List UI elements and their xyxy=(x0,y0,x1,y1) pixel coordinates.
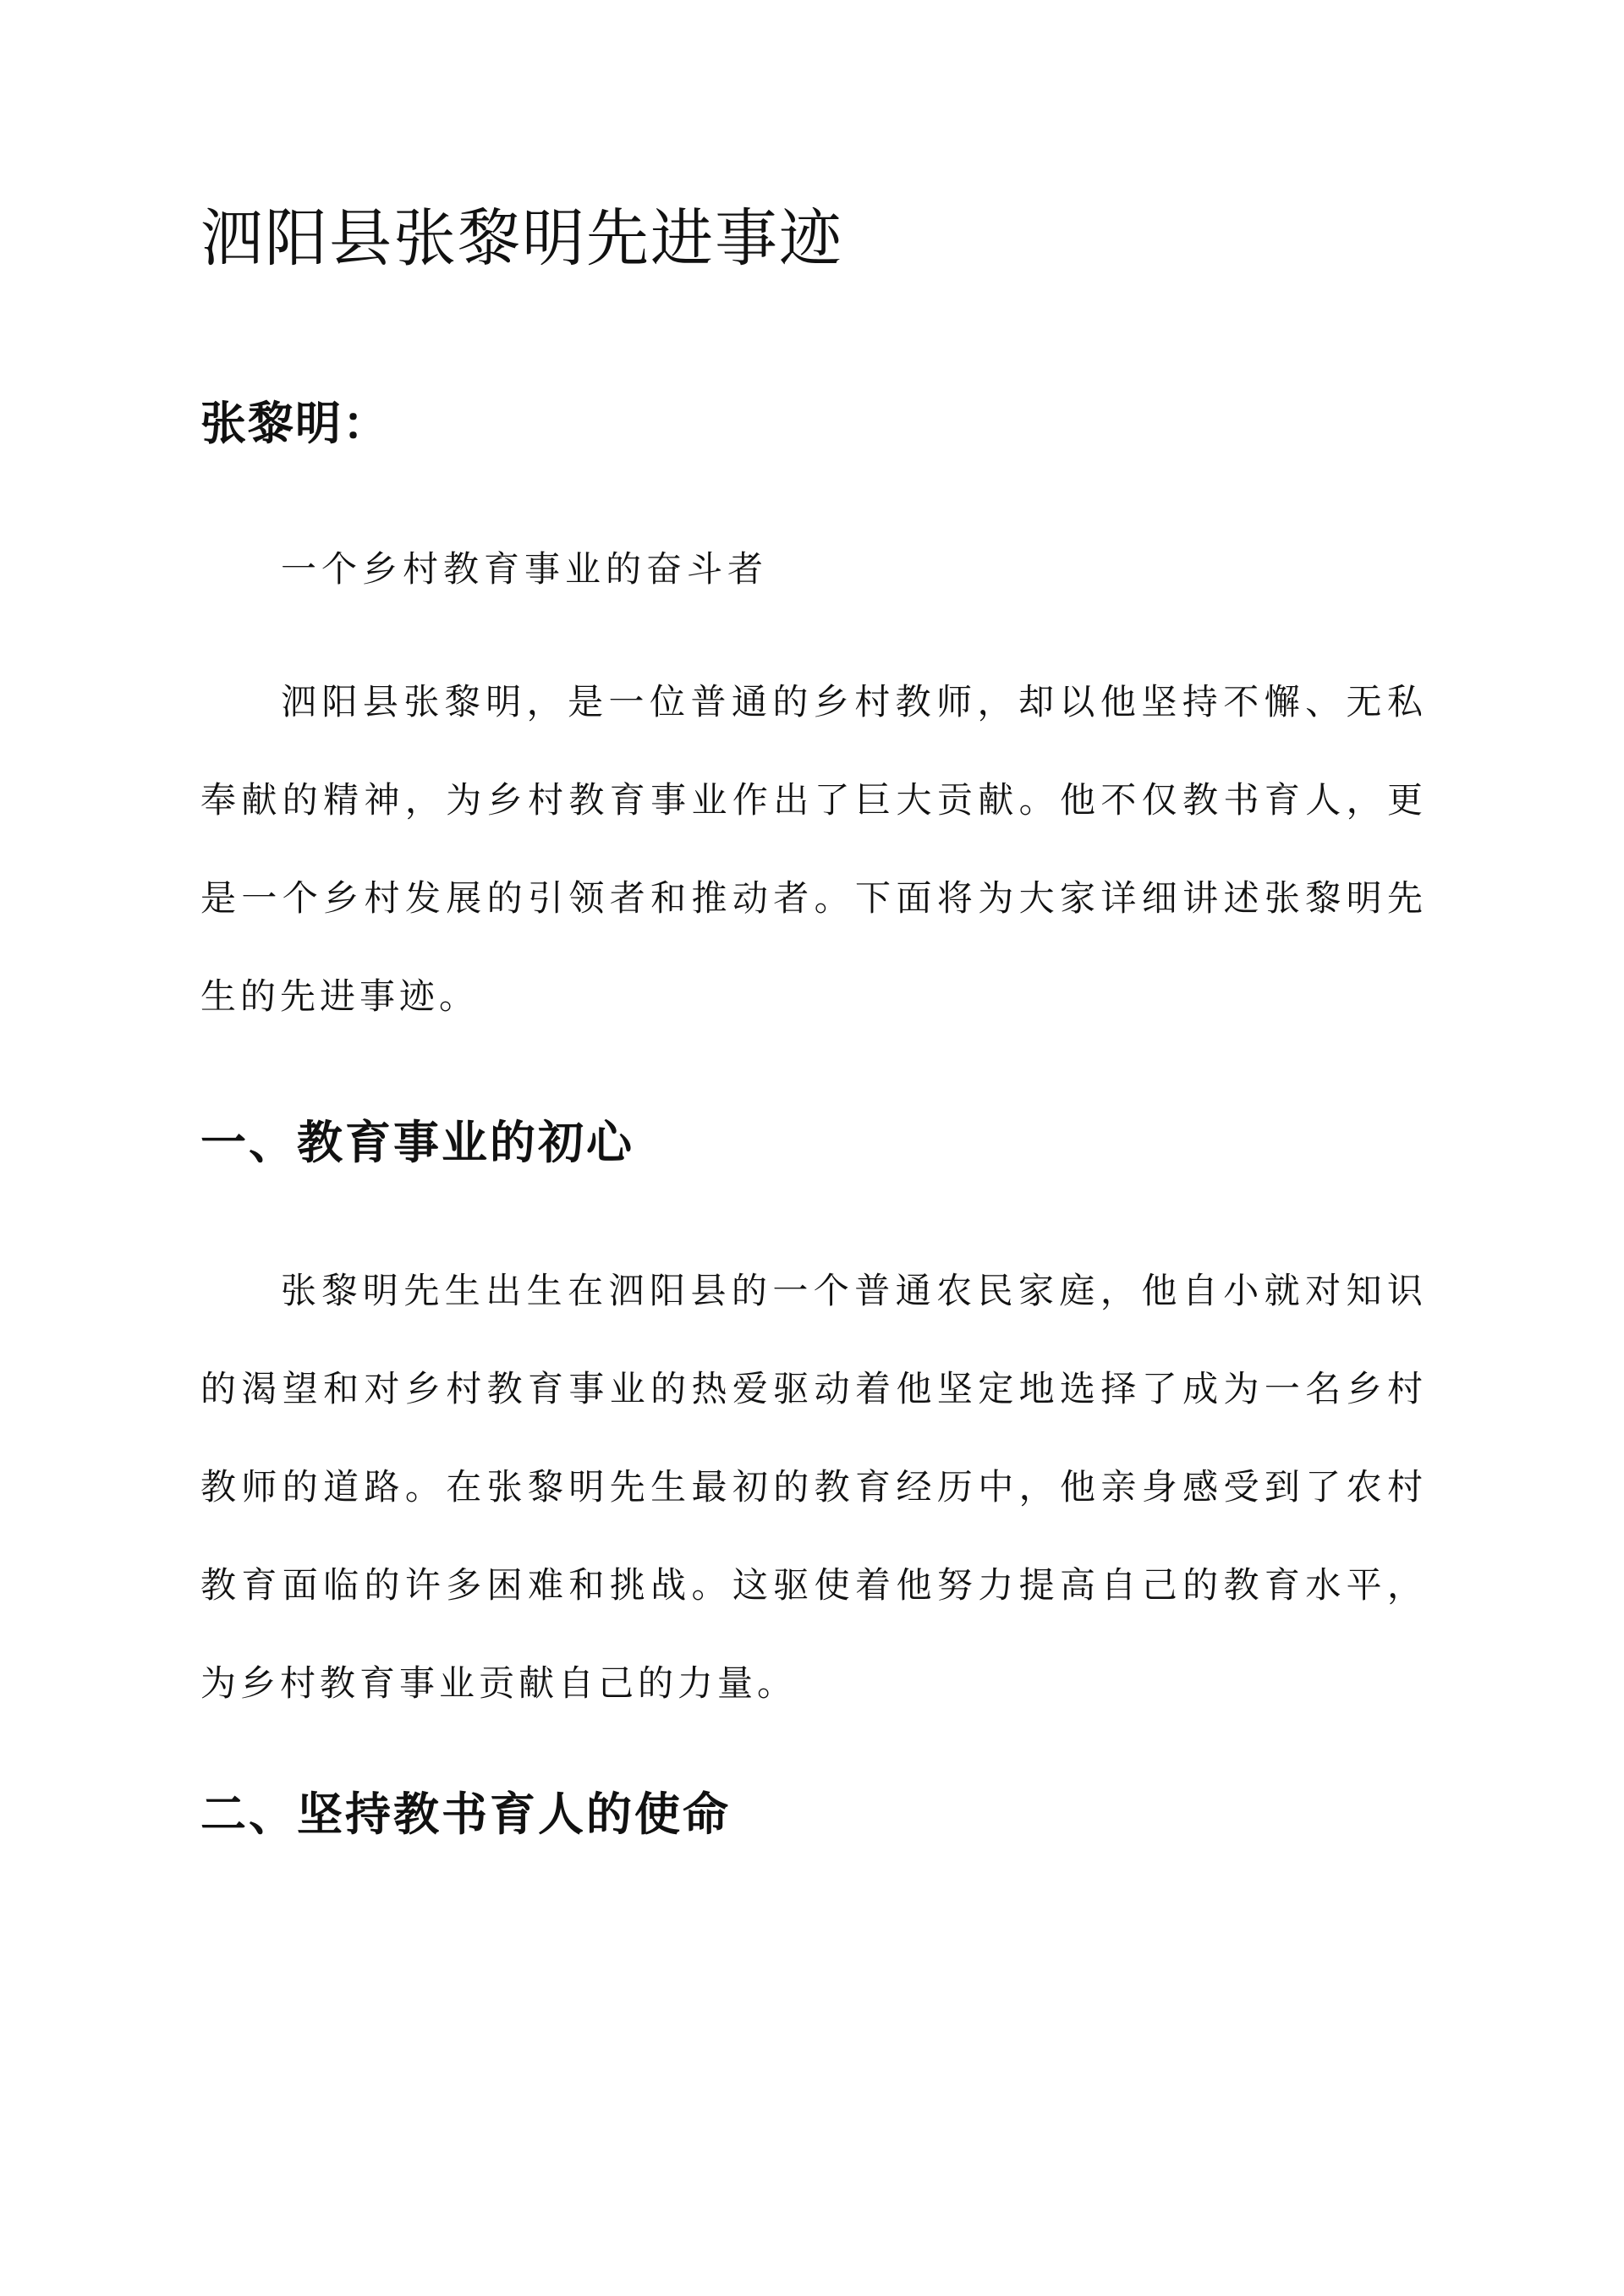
intro-paragraph: 泗阳县张黎明，是一位普通的乡村教师，却以他坚持不懈、无私奉献的精神，为乡村教育事业作出了巨大贡献。他不仅教书育人，更是一个乡村发展的引领者和推动者。下面将为大家详细讲述张黎明先生的先进事迹。 xyxy=(200,681,1427,1017)
document-tagline: 一个乡村教育事业的奋斗者 xyxy=(281,548,769,590)
document-title: 泗阳县张黎明先进事迹 xyxy=(200,202,843,275)
section-heading-2: 二、坚持教书育人的使命 xyxy=(200,1787,731,1841)
document-subtitle: 张黎明： xyxy=(200,396,390,450)
section-heading-1: 一、教育事业的初心 xyxy=(200,1115,634,1169)
section-paragraph-1: 张黎明先生出生在泗阳县的一个普通农民家庭，他自小就对知识的渴望和对乡村教育事业的热爱驱动着他坚定地选择了成为一名乡村教师的道路。在张黎明先生最初的教育经历中，他亲身感受到了农村教育面临的许多困难和挑战。这驱使着他努力提高自己的教育水平，为乡村教育事业贡献自己的力量。 xyxy=(200,1270,1427,1704)
